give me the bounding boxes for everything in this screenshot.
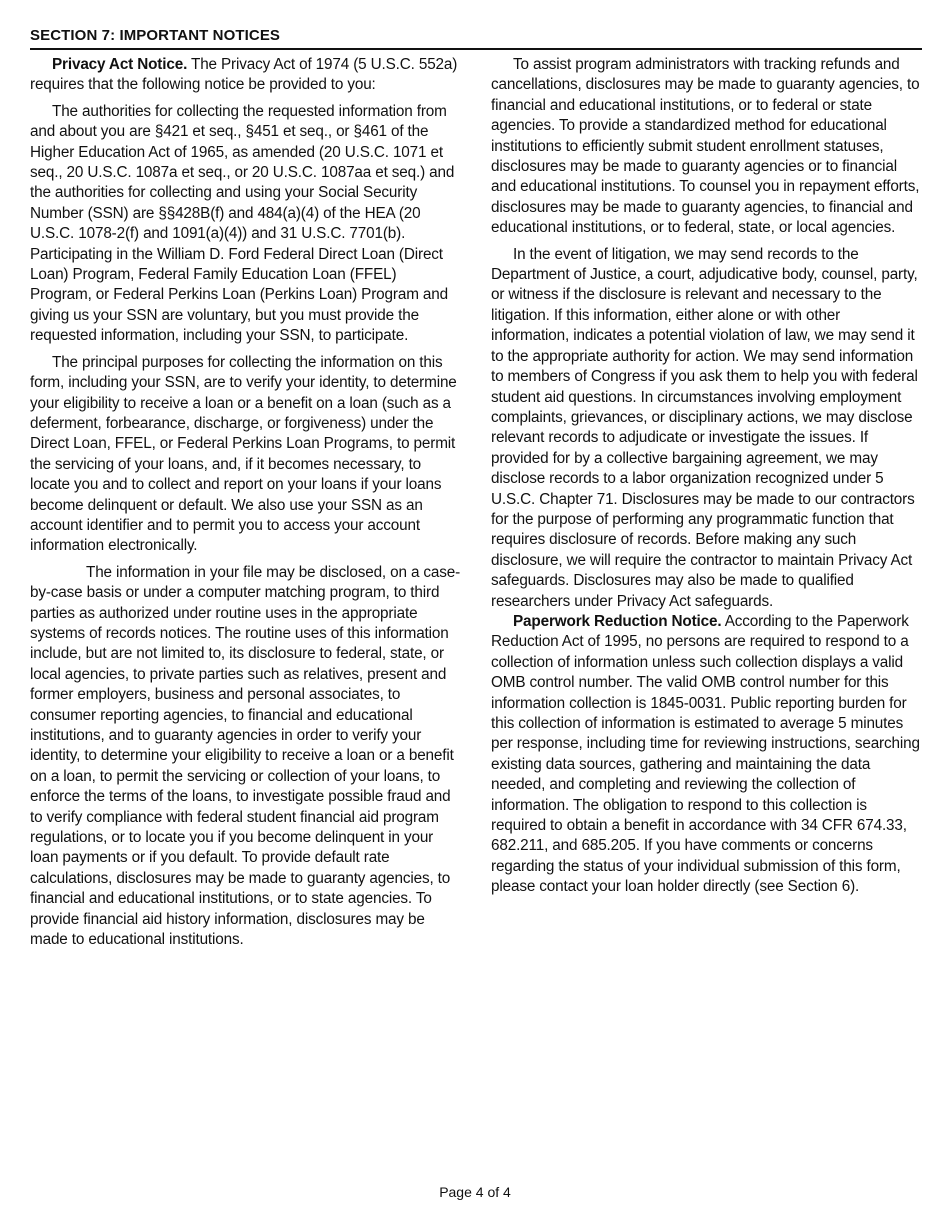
privacy-act-intro: The Privacy Act of 1974 (5 U.S.C. 552a) requires that the following notice be provided to you:	[30, 56, 458, 94]
paperwork-paragraph	[491, 612, 922, 898]
page-number: Page 4 of 4	[439, 1184, 511, 1200]
paperwork-body: According to the Paperwork Reduction Act of 1995, no persons are required to respond to a collection of information unless such collection displays a valid OMB control number. The valid OMB control number for this information collection is 1845-0031. Public reporting burden for this collection of information is estimated to average 5 minutes per response, including time for reviewing instructions, searching existing data sources, gathering and maintaining the data needed, and completing and reviewing the collection of information. The obligation to respond to this collection is required to obtain a benefit in accordance with 34 CFR 674.33, 682.211, and 685.205. If you have comments or concerns regarding the status of your individual submission of this form, please contact your loan holder directly (see Section 6).	[491, 612, 920, 896]
privacy-act-heading: Privacy Act Notice.	[52, 56, 188, 73]
right-column	[491, 55, 922, 904]
section-title: SECTION 7: IMPORTANT NOTICES	[30, 27, 281, 44]
authorities-paragraph: The authorities for collecting the requested information from and about you are §421 et seq., §451 et seq., or §461 of the Higher Education Act of 1965, as amended (20 U.S.C. 1071 et seq., 20 U.S.C. 1087a et seq., or 20 U.S.C. 1087aa et seq.) and the authorities for collecting and using your Social Security Number (SSN) are §§428B(f) and 484(a)(4) of the HEA (20 U.S.C. 1078-2(f) and 1091(a)(4)) and 31 U.S.C. 7701(b). Participating in the William D. Ford Federal Direct Loan (Direct Loan) Program, Federal Family Education Loan (FFEL) Program, or Federal Perkins Loan (Perkins Loan) Program and giving us your SSN are voluntary, but you must provide the requested information, including your SSN, to participate.	[30, 102, 455, 345]
litigation-paragraph: In the event of litigation, we may send records to the Department of Justice, a court, adjudicative body, counsel, party, or witness if the disclosure is relevant and necessary to the litigation. If this information, either alone or with other information, indicates a potential violation of law, we may send it to the appropriate authority for action. We may send information to members of Congress if you ask them to help you with federal student aid questions. In circumstances involving employment complaints, grievances, or disciplinary actions, we may disclose relevant records to adjudicate or investigate the issues. If provided for by a collective bargaining agreement, we may disclose records to a labor organization recognized under 5 U.S.C. Chapter 71. Disclosures may be made to our contractors for the purpose of performing any programmatic function that requires disclosure of records. Before making any such disclosure, we will require the contractor to maintain Privacy Act safeguards. Disclosures may also be made to qualified researchers under Privacy Act safeguards.	[491, 245, 918, 610]
tracking-paragraph: To assist program administrators with tracking refunds and cancellations, disclosures may be made to guaranty agencies, to financial and educational institutions, or to federal or state agencies. To provide a standardized method for educational institutions to efficiently submit student enrollment statuses, disclosures may be made to guaranty agencies or to financial and educational institutions. To counsel you in repayment efforts, disclosures may be made to guaranty agencies, to financial and educational institutions, or to federal, state, or local agencies.	[491, 56, 920, 237]
disclosure-paragraph: The information in your file may be disclosed, on a case-by-case basis or under a computer matching program, to third parties as authorized under routine uses in the appropriate systems of records notices. The routine uses of this information include, but are not limited to, its disclosure to federal, state, or local agencies, to private parties such as relatives, present and former employers, business and personal associates, to consumer reporting agencies, to financial and educational institutions, and to guaranty agencies in order to verify your identity, to determine your eligibility to receive a loan or a benefit on a loan, to permit the servicing or collection of your loans, to enforce the terms of the loans, to investigate possible fraud and to verify compliance with federal student financial aid program regulations, or to locate you if you become delinquent in your loan payments or if you default. To provide default rate calculations, disclosures may be made to guaranty agencies, to financial and educational institutions, or to state agencies. To provide financial aid history information, disclosures may be made to educational institutions.	[30, 563, 461, 949]
privacy-act-paragraph	[30, 55, 462, 96]
paperwork-heading: Paperwork Reduction Notice.	[513, 612, 722, 630]
left-column	[30, 55, 462, 956]
section-header	[30, 27, 922, 50]
purposes-paragraph: The principal purposes for collecting the information on this form, including your SSN, are to verify your identity, to determine your eligibility to receive a loan or a benefit on a loan (such as a deferment, forbearance, discharge, or forgiveness) under the Direct Loan, FFEL, or Federal Perkins Loan Programs, to permit the servicing of your loans, and, if it becomes necessary, to locate you and to collect and report on your loans if your loans become delinquent or default. We also use your SSN as an account identifier and to permit you to access your account information electronically.	[30, 353, 457, 555]
